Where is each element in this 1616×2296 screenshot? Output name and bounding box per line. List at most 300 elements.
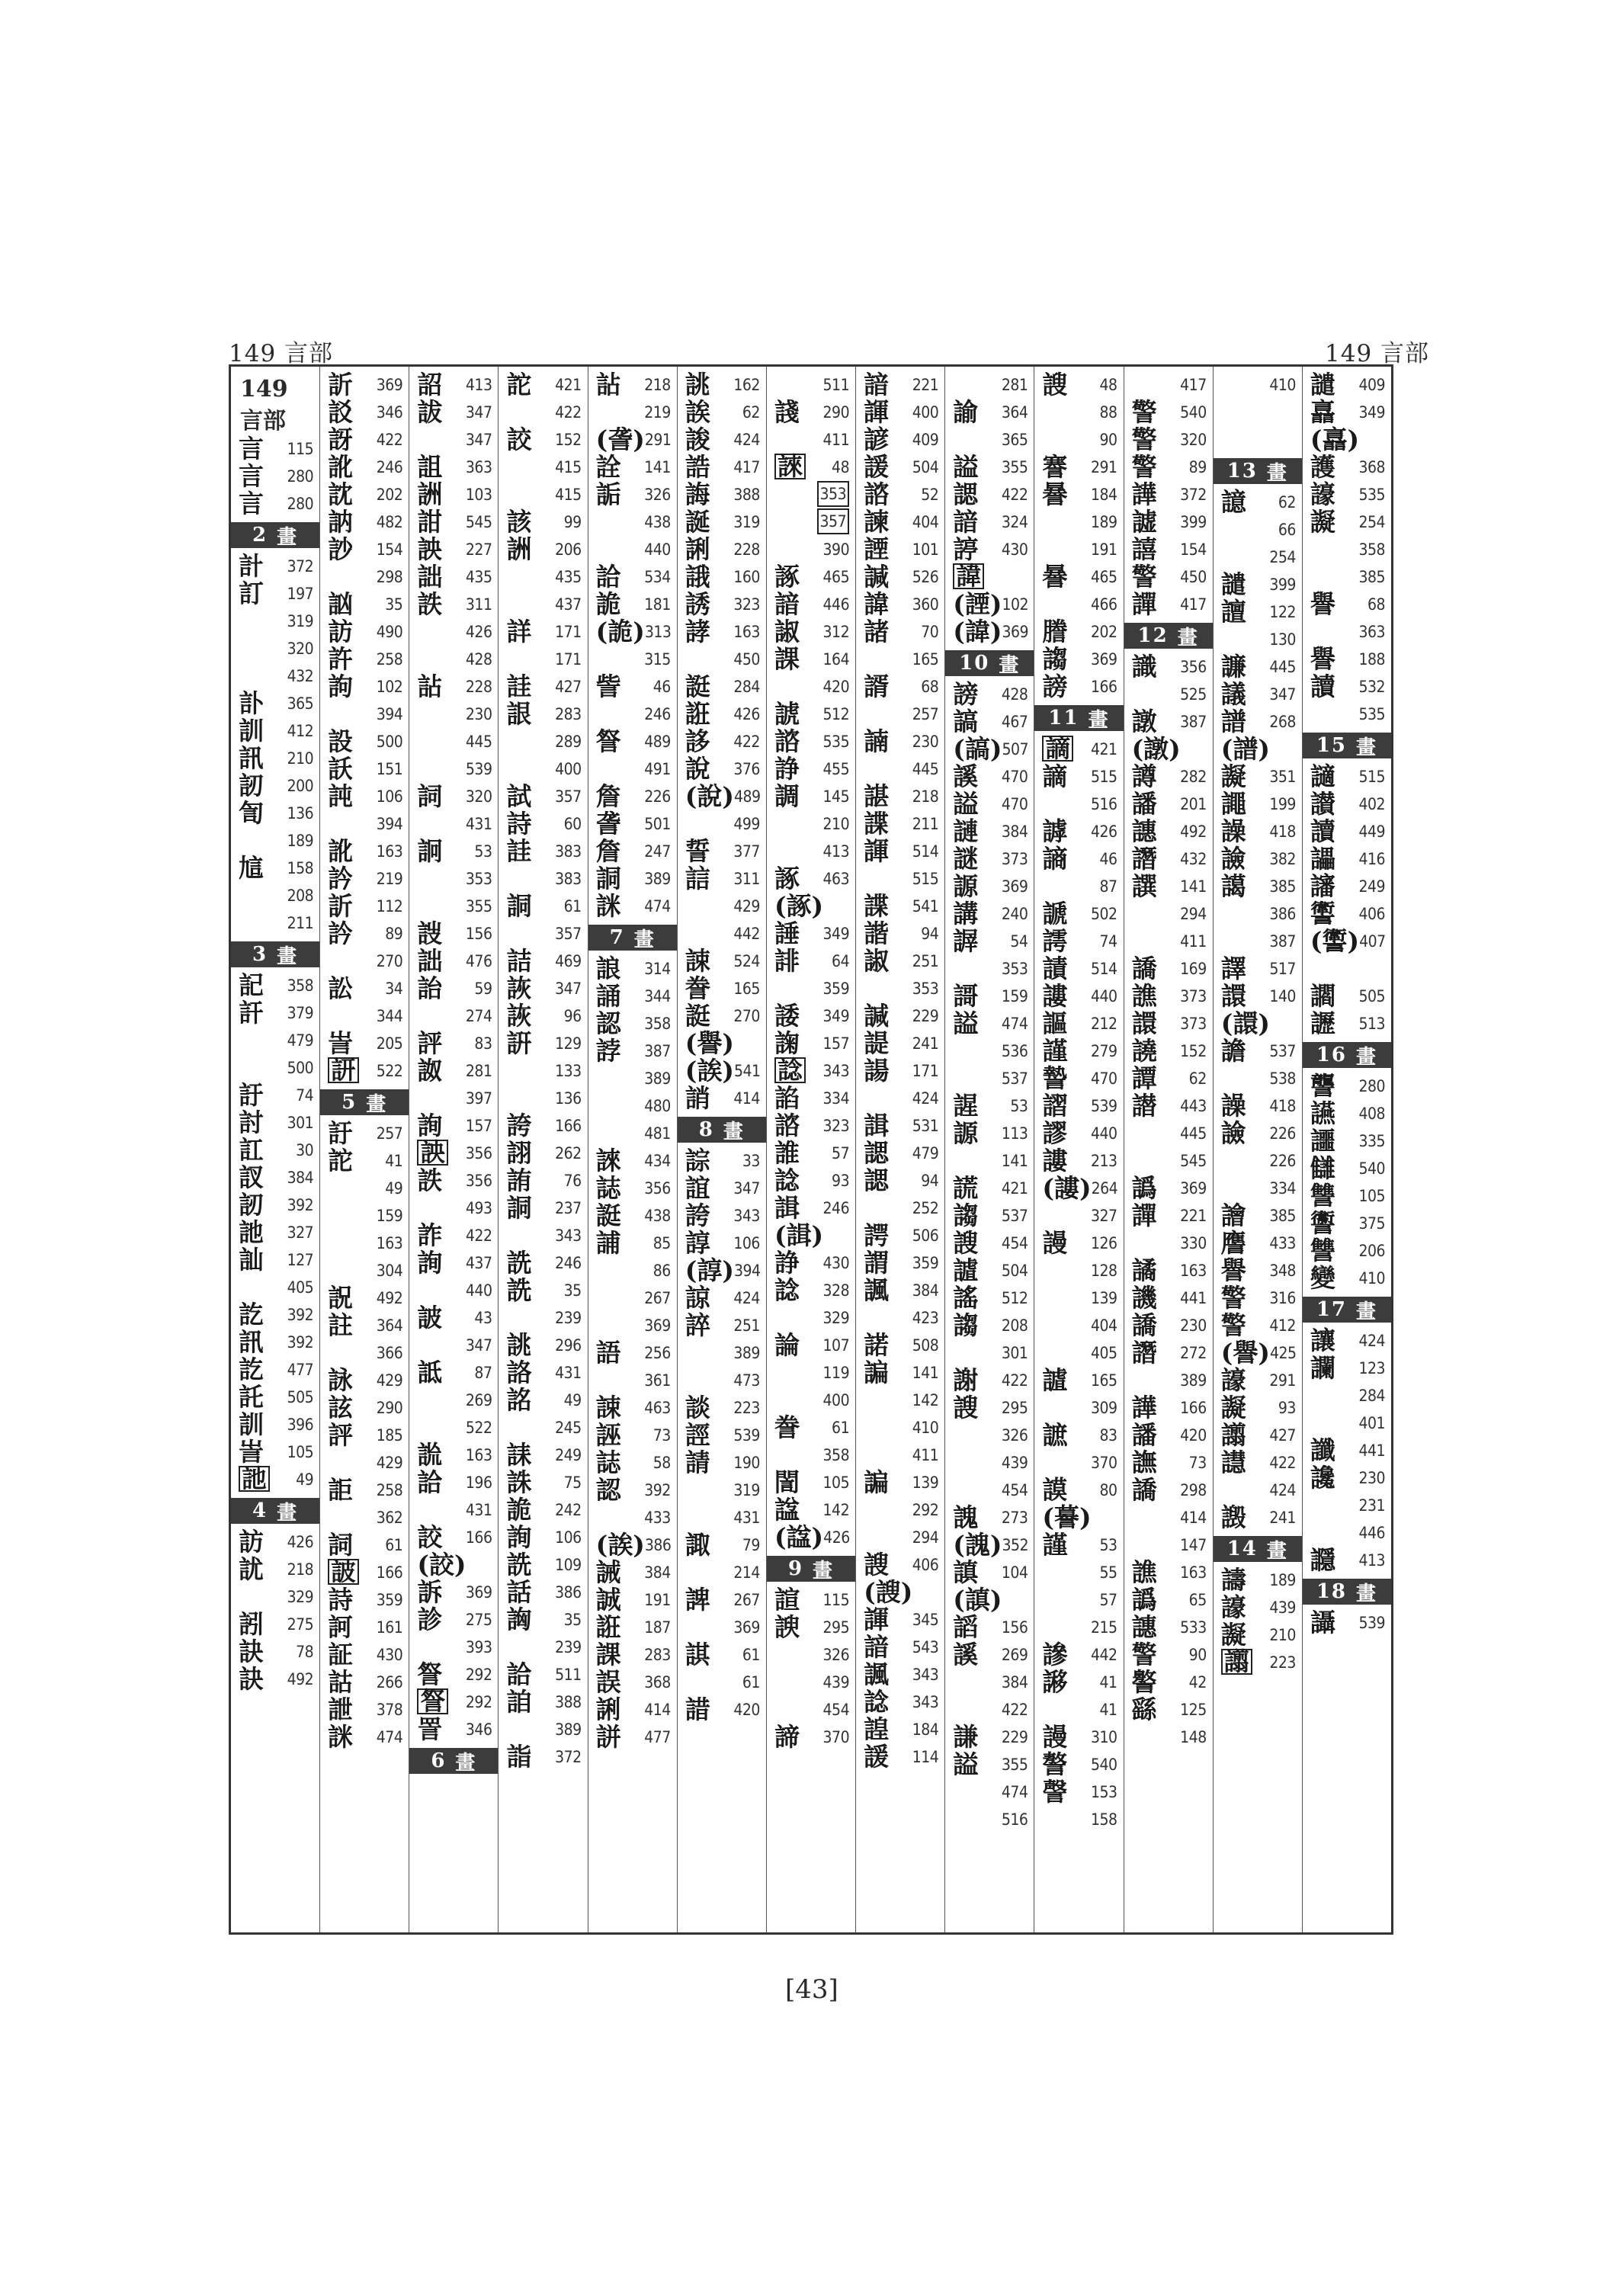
entry-page-ref: 53 [1099,1536,1117,1554]
entry-page-ref: 165 [912,650,939,669]
entry-page-ref: 80 [1099,1481,1117,1499]
entry-character: 誾 [774,1467,800,1497]
entry-page-ref: 397 [465,1089,492,1108]
index-entry [320,1422,409,1449]
entry-page-ref: 345 [912,1611,939,1629]
index-entry [1034,1724,1123,1751]
entry-page-ref: 504 [912,458,939,476]
entry-page-ref: 166 [1091,678,1117,696]
entry-page-ref: 492 [287,1670,314,1688]
entry-character: 警 [1131,425,1157,454]
index-entry [678,893,766,920]
entry-page-ref: 424 [733,431,760,449]
index-entry [320,810,409,838]
index-entry [499,1057,587,1085]
entry-page-ref: 516 [1091,795,1117,813]
index-entry [1303,928,1391,955]
entry-page-ref: 96 [563,1007,582,1025]
entry-character: 評 [417,1028,443,1058]
entry-page-ref: 531 [912,1117,939,1135]
index-entry [1034,399,1123,426]
entry-character: 誺 [595,1146,621,1175]
entry-page-ref: 221 [1180,1207,1207,1225]
entry-character: 諶 [864,781,890,811]
entry-character: 訩 [328,589,354,619]
entry-page-ref: 210 [822,815,850,833]
entry-character: 誜 [685,425,710,454]
index-entry [1303,536,1391,563]
index-entry [856,1167,944,1194]
entry-page-ref: 229 [1001,1728,1028,1746]
index-entry [409,810,498,838]
entry-character: 訓 [239,716,264,746]
entry-page-ref: 142 [912,1391,939,1409]
stroke-label: 畫 [1356,1045,1378,1069]
index-entry [1034,1257,1123,1284]
entry-page-ref: 112 [376,897,403,916]
entry-page-ref: 247 [644,842,671,861]
entry-character: 詀 [595,370,621,399]
entry-page-ref: 136 [555,1089,582,1108]
entry-character: 諰 [864,1138,890,1168]
entry-character: 詇 [417,534,443,564]
entry-page-ref: 130 [1269,630,1296,649]
entry-character: 謰 [953,816,979,846]
entry-page-ref: 358 [822,1446,850,1464]
entry-character: 謬 [1042,1118,1068,1148]
entry-character: 諷 [864,1659,890,1689]
entry-character: 詳 [506,617,532,646]
index-entry [856,563,944,591]
entry-page-ref: 445 [465,733,492,751]
entry-character: (讆) [1310,926,1360,956]
entry-page-ref: 454 [1001,1234,1028,1252]
entry-page-ref: 516 [1001,1810,1028,1829]
entry-page-ref: 161 [376,1618,403,1637]
index-entry [945,845,1034,873]
index-entry [409,1524,498,1551]
entry-character: 誣 [595,1420,621,1450]
index-entry [409,728,498,755]
entry-character: 誐 [685,562,710,592]
entry-page-ref: 53 [474,842,492,861]
entry-page-ref: 426 [465,623,492,641]
index-entry [1303,1100,1391,1127]
entry-character: 詷 [506,891,532,921]
entry-character: 讘 [1310,1608,1335,1637]
entry-character: 詵 [506,1275,532,1305]
entry-page-ref: 425 [1269,1344,1297,1362]
entry-character: 譧 [1220,652,1246,681]
entry-character: 試 [506,781,532,811]
stroke-count-header [767,1556,855,1582]
index-entry [767,451,855,481]
entry-page-ref: 249 [555,1446,582,1464]
index-entry [588,399,677,426]
entry-character: 訊 [239,1327,264,1357]
index-entry [409,371,498,399]
entry-page-ref: 152 [1180,1042,1207,1060]
entry-page-ref: 347 [1269,685,1296,704]
entry-page-ref: 491 [644,760,671,778]
index-entry [320,1504,409,1531]
index-entry [499,426,587,454]
index-entry [499,1359,587,1387]
index-entry [856,1661,944,1688]
entry-page-ref: 361 [644,1371,671,1390]
entry-character: 謺 [1042,1063,1068,1093]
entry-character: 諍 [774,754,800,784]
entry-character: 詍 [328,1695,354,1724]
entry-page-ref: 378 [376,1701,403,1719]
index-entry [588,1010,677,1037]
index-entry [499,1496,587,1524]
entry-page-ref: 428 [1001,685,1028,704]
index-entry [409,563,498,591]
index-column [409,367,499,1932]
entry-page-ref: 404 [912,513,939,531]
entry-page-ref: 226 [644,787,671,806]
index-entry [767,1194,855,1222]
index-column [1124,367,1214,1932]
index-entry [1214,653,1302,681]
entry-page-ref: 75 [563,1473,582,1492]
entry-page-ref: 514 [912,842,939,861]
index-entry [588,1037,677,1065]
entry-page-ref: 61 [832,1419,850,1437]
entry-character: 謄 [1042,617,1068,646]
entry-character: 誒 [685,397,710,427]
index-entry [409,701,498,728]
entry-character: (諱) [953,617,1002,646]
index-entry [1214,790,1302,818]
index-entry [1303,508,1391,536]
entry-character: 諗 [774,1166,800,1195]
index-entry [945,371,1034,399]
entry-page-ref: 291 [644,431,672,449]
entry-page-ref: 160 [733,568,760,586]
index-entry [499,1140,587,1167]
entry-page-ref: 526 [912,568,939,586]
index-entry [588,1669,677,1696]
entry-page-ref: 396 [287,1416,314,1434]
index-entry [1124,1092,1213,1120]
index-entry [409,1387,498,1414]
entry-page-ref: 145 [822,787,850,806]
index-entry [1214,1284,1302,1312]
entry-page-ref: 166 [555,1117,582,1135]
entry-page-ref: 375 [1358,1214,1386,1233]
index-entry [856,838,944,865]
entry-page-ref: 139 [912,1473,939,1492]
entry-character: 訍 [239,1162,264,1192]
entry-page-ref: 68 [921,678,939,696]
entry-page-ref: 347 [555,980,582,998]
index-entry [409,591,498,618]
entry-character: 訓 [239,1409,264,1439]
index-entry [320,1394,409,1422]
entry-character: 訔 [328,1028,354,1058]
entry-page-ref: 422 [1001,486,1028,504]
entry-character: 誧 [595,1228,621,1258]
index-entry [588,1531,677,1559]
entry-page-ref: 477 [644,1728,671,1746]
index-entry [231,800,319,827]
entry-page-ref: 400 [555,760,582,778]
entry-page-ref: 280 [287,467,314,486]
index-entry [856,673,944,701]
entry-page-ref: 294 [912,1528,939,1547]
entry-character: 諰 [953,479,979,509]
entry-page-ref: 282 [1180,768,1207,786]
index-entry [678,646,766,673]
entry-character: 讄 [1310,844,1335,874]
entry-character: 警 [1131,452,1157,482]
index-entry [945,928,1034,955]
index-entry [409,1634,498,1661]
index-entry [1124,763,1213,790]
entry-page-ref: 463 [644,1399,671,1417]
entry-page-ref: 189 [287,832,314,850]
entry-character: 誔 [685,672,710,701]
index-entry [767,426,855,454]
entry-page-ref: 517 [1269,960,1296,978]
index-entry [856,1140,944,1167]
entry-character: 讖 [1310,1435,1335,1465]
entry-page-ref: 343 [733,1207,760,1225]
entry-page-ref: 450 [733,650,760,669]
entry-page-ref: 227 [465,540,492,559]
entry-page-ref: 122 [1269,603,1296,621]
entry-page-ref: 142 [822,1501,850,1519]
entry-character: 訏 [328,1118,354,1148]
entry-character: 詈 [417,1714,443,1744]
entry-page-ref: 104 [1001,1563,1028,1582]
stroke-count: 8 [698,1118,714,1141]
index-entry [678,975,766,1002]
entry-page-ref: 141 [1001,1152,1028,1170]
entry-page-ref: 439 [1001,1454,1028,1472]
index-entry [320,1531,409,1559]
index-entry [945,1586,1034,1614]
index-entry [409,1469,498,1496]
entry-page-ref: 166 [1180,1399,1207,1417]
index-entry [1303,1127,1391,1155]
entry-character: 諭 [953,397,979,427]
index-entry [856,1551,944,1579]
entry-character: 謑 [953,762,979,791]
index-entry [945,708,1034,736]
entry-page-ref: 54 [1010,932,1028,951]
index-entry [409,1579,498,1606]
entry-character: 訪 [328,617,354,646]
index-entry [1034,426,1123,454]
entry-page-ref: 473 [733,1371,760,1390]
entry-character: 譶 [1310,397,1335,427]
entry-page-ref: 364 [1001,403,1028,422]
entry-page-ref: 213 [1091,1152,1117,1170]
entry-character: 謞 [953,707,979,736]
entry-page-ref: 312 [822,623,850,641]
index-entry [1214,1621,1302,1649]
entry-character: 諤 [864,1220,890,1250]
entry-page-ref: 418 [1269,1097,1296,1115]
index-entry [499,563,587,591]
entry-character: 詌 [417,507,443,537]
index-entry [1124,1614,1213,1641]
entry-page-ref: 370 [822,1728,850,1746]
entry-page-ref: 415 [555,486,582,504]
entry-page-ref: 272 [1180,1344,1207,1362]
stroke-label: 畫 [1266,461,1288,485]
index-entry [678,1175,766,1202]
entry-page-ref: 426 [287,1533,314,1551]
index-entry [1034,955,1123,983]
entry-character: 許 [328,644,354,674]
entry-character: 訤 [328,397,354,427]
index-entry [1034,1477,1123,1504]
entry-page-ref: 368 [1358,458,1386,476]
entry-page-ref: 141 [912,1364,939,1382]
index-entry [856,920,944,948]
entry-page-ref: 432 [1180,850,1207,868]
index-entry [856,755,944,783]
entry-character: 誊 [685,973,710,1003]
entry-page-ref: 454 [1001,1481,1028,1499]
index-entry [1124,563,1213,591]
entry-character: 譞 [1220,981,1246,1011]
entry-character: 詷 [595,864,621,893]
index-entry [1303,481,1391,508]
entry-page-ref: 42 [1188,1673,1207,1692]
index-entry [409,536,498,563]
entry-page-ref: 389 [555,1720,582,1739]
entry-page-ref: 384 [1001,1673,1028,1692]
index-entry [320,426,409,454]
entry-page-ref: 230 [912,733,939,751]
index-entry [320,1614,409,1641]
index-entry [231,1219,319,1246]
index-entry [856,783,944,810]
entry-character: 診 [417,1605,443,1634]
stroke-count-header [1034,705,1123,731]
index-entry [767,755,855,783]
index-entry [945,1806,1034,1833]
entry-character: 訛 [328,452,354,482]
entry-page-ref: 422 [1001,1371,1028,1390]
entry-page-ref: 469 [555,952,582,970]
entry-character: 誖 [595,1036,621,1066]
entry-character: 謨 [1042,1475,1068,1505]
entry-page-ref: 524 [733,952,760,970]
entry-page-ref: 437 [555,595,582,614]
index-entry [856,508,944,536]
index-entry [320,508,409,536]
entry-page-ref: 535 [1358,486,1386,504]
index-entry [320,1641,409,1669]
entry-page-ref: 219 [644,403,671,422]
index-entry [767,1277,855,1304]
entry-character: (諲) [953,589,1002,619]
index-entry [1214,873,1302,900]
index-entry [1124,1449,1213,1477]
index-entry [678,755,766,783]
index-entry [499,536,587,563]
index-entry [767,1414,855,1441]
entry-page-ref: 246 [822,1199,850,1217]
index-column [1214,367,1303,1932]
entry-character: 譽 [1310,589,1335,619]
index-entry [1034,1504,1123,1531]
index-entry [499,838,587,865]
entry-character: 讏 [1310,1208,1335,1238]
entry-character: 譁 [1131,1393,1157,1422]
entry-character: (諿) [774,1220,824,1250]
entry-page-ref: 58 [652,1454,671,1472]
entry-character: (詨) [417,1550,467,1579]
index-entry [231,972,319,999]
entry-character: 詨 [417,1522,443,1552]
index-entry [767,618,855,646]
entry-page-ref: 385 [1269,877,1296,896]
entry-page-ref: 228 [465,678,492,696]
index-entry [409,1085,498,1112]
index-entry [588,646,677,673]
entry-page-ref: 52 [921,486,939,504]
entry-page-ref: 231 [1358,1496,1386,1515]
entry-page-ref: 163 [465,1446,492,1464]
entry-page-ref: 348 [1269,1262,1296,1280]
index-entry [409,1551,498,1579]
entry-page-ref: 292 [465,1693,492,1711]
entry-page-ref: 352 [1002,1536,1029,1554]
index-entry [945,591,1034,618]
entry-page-ref: 157 [822,1034,850,1053]
entry-page-ref: 267 [644,1289,671,1307]
entry-character: 謏 [864,1550,890,1579]
entry-page-ref: 241 [1269,1509,1296,1527]
entry-character: (謞) [953,734,1002,764]
index-entry [320,1257,409,1284]
index-entry [409,454,498,481]
entry-character: 詴 [506,1166,532,1195]
index-entry [856,481,944,508]
entry-page-ref: 102 [376,678,403,696]
entry-page-ref: 535 [1358,705,1386,723]
entry-character: 訦 [328,479,354,509]
entry-page-ref: 254 [1269,548,1296,566]
entry-page-ref: 347 [465,1336,492,1355]
index-entry [856,1304,944,1332]
entry-character: 諮 [774,726,800,756]
entry-character: 諂 [774,1083,800,1113]
entry-page-ref: 424 [1269,1481,1296,1499]
entry-page-ref: 109 [555,1556,582,1574]
entry-character: 譺 [1220,1620,1246,1650]
index-entry [767,1030,855,1057]
index-entry [767,481,855,508]
entry-page-ref: 140 [1269,987,1296,1005]
entry-page-ref: 181 [644,595,671,614]
entry-page-ref: 61 [742,1673,760,1692]
entry-page-ref: 394 [376,705,403,723]
entry-page-ref: 166 [465,1528,492,1547]
index-entry [320,1202,409,1230]
entry-page-ref: 165 [1091,1371,1117,1390]
index-entry [678,810,766,838]
index-entry [1214,1065,1302,1092]
entry-page-ref: 35 [563,1281,582,1300]
